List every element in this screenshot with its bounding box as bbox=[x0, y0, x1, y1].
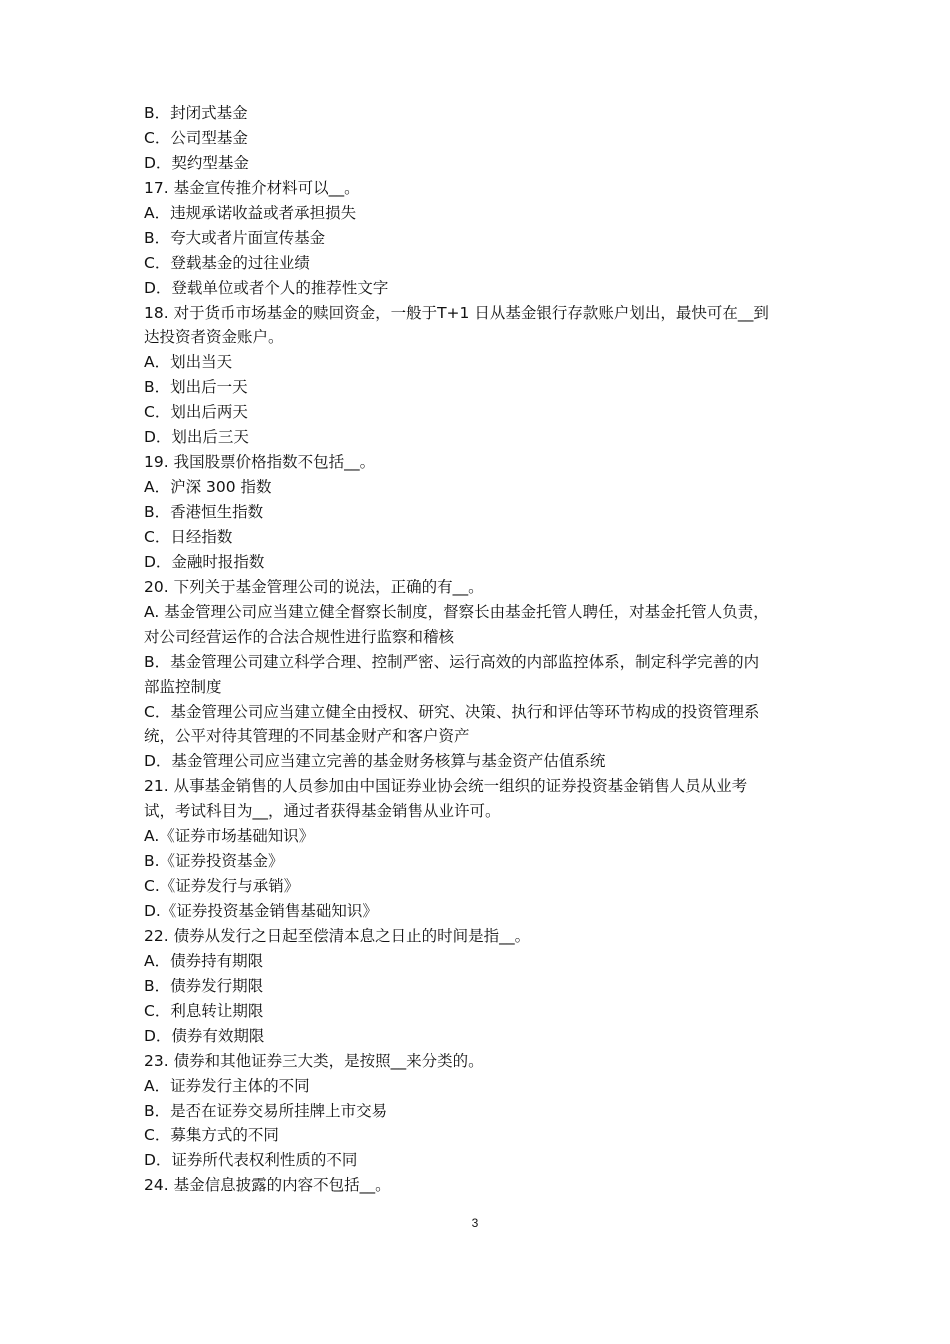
option-line: C．利息转让期限 bbox=[144, 1001, 264, 1020]
question-line: 24. 基金信息披露的内容不包括__。 bbox=[144, 1176, 391, 1195]
option-line: A．债券持有期限 bbox=[144, 951, 264, 970]
option-line: A. 基金管理公司应当建立健全督察长制度，督察长由基金托管人聘任，对基金托管人负责， bbox=[144, 602, 769, 621]
option-line: 对公司经营运作的合法合规性进行监察和稽核 bbox=[144, 627, 455, 646]
option-line: D．登载单位或者个人的推荐性文字 bbox=[144, 278, 389, 297]
option-line: A．沪深 300 指数 bbox=[144, 478, 272, 497]
option-line: A．证券发行主体的不同 bbox=[144, 1076, 310, 1095]
question-line: 19. 我国股票价格指数不包括__。 bbox=[144, 453, 376, 472]
question-line: 23. 债券和其他证券三大类，是按照__来分类的。 bbox=[144, 1051, 484, 1070]
option-line: B．封闭式基金 bbox=[144, 104, 248, 122]
option-line: A．违规承诺收益或者承担损失 bbox=[144, 203, 357, 222]
option-line: C．基金管理公司应当建立健全由授权、研究、决策、执行和评估等环节构成的投资管理系 bbox=[144, 702, 760, 721]
option-line: B．香港恒生指数 bbox=[144, 503, 264, 521]
option-line: B．夸大或者片面宣传基金 bbox=[144, 228, 326, 247]
option-line: D．契约型基金 bbox=[144, 153, 249, 172]
option-line: C．公司型基金 bbox=[144, 128, 248, 147]
option-line: C．登载基金的过往业绩 bbox=[144, 253, 310, 272]
option-line: A.《证券市场基础知识》 bbox=[144, 827, 315, 846]
page-number: 3 bbox=[471, 1216, 479, 1230]
option-line: B．基金管理公司建立科学合理、控制严密、运行高效的内部监控体系，制定科学完善的内 bbox=[144, 652, 760, 671]
question-line: 20. 下列关于基金管理公司的说法，正确的有__。 bbox=[144, 577, 484, 596]
question-line: 达投资者资金账户。 bbox=[144, 328, 284, 347]
option-line: D．债券有效期限 bbox=[144, 1026, 265, 1045]
option-line: B．是否在证券交易所挂牌上市交易 bbox=[144, 1101, 388, 1120]
option-line: C．划出后两天 bbox=[144, 403, 248, 422]
question-line: 22. 债券从发行之日起至偿清本息之日止的时间是指__。 bbox=[144, 926, 531, 945]
option-line: D．证券所代表权利性质的不同 bbox=[144, 1151, 358, 1170]
option-line: 部监控制度 bbox=[144, 677, 222, 696]
question-line: 17. 基金宣传推介材料可以__。 bbox=[144, 178, 360, 197]
option-line: C．募集方式的不同 bbox=[144, 1126, 279, 1145]
question-line: 21. 从事基金销售的人员参加由中国证券业协会统一组织的证券投资基金销售人员从业考 bbox=[144, 777, 748, 796]
option-line: C．日经指数 bbox=[144, 527, 233, 546]
option-line: B．债券发行期限 bbox=[144, 976, 264, 995]
option-line: B．划出后一天 bbox=[144, 378, 248, 397]
option-line: D．划出后三天 bbox=[144, 428, 249, 447]
option-line: B.《证券投资基金》 bbox=[144, 852, 284, 871]
option-line: D．基金管理公司应当建立完善的基金财务核算与基金资产估值系统 bbox=[144, 752, 606, 771]
option-line: A．划出当天 bbox=[144, 353, 233, 372]
option-line: C.《证券发行与承销》 bbox=[144, 877, 300, 896]
question-line: 试，考试科目为__，通过者获得基金销售从业许可。 bbox=[144, 802, 501, 821]
option-line: 统，公平对待其管理的不同基金财产和客户资产 bbox=[144, 727, 470, 746]
question-line: 18. 对于货币市场基金的赎回资金，一般于T+1 日从基金银行存款账户划出，最快可在__到 bbox=[144, 303, 769, 322]
question-list bbox=[144, 101, 812, 1198]
option-line: D．金融时报指数 bbox=[144, 552, 265, 571]
option-line: D.《证券投资基金销售基础知识》 bbox=[144, 902, 378, 920]
